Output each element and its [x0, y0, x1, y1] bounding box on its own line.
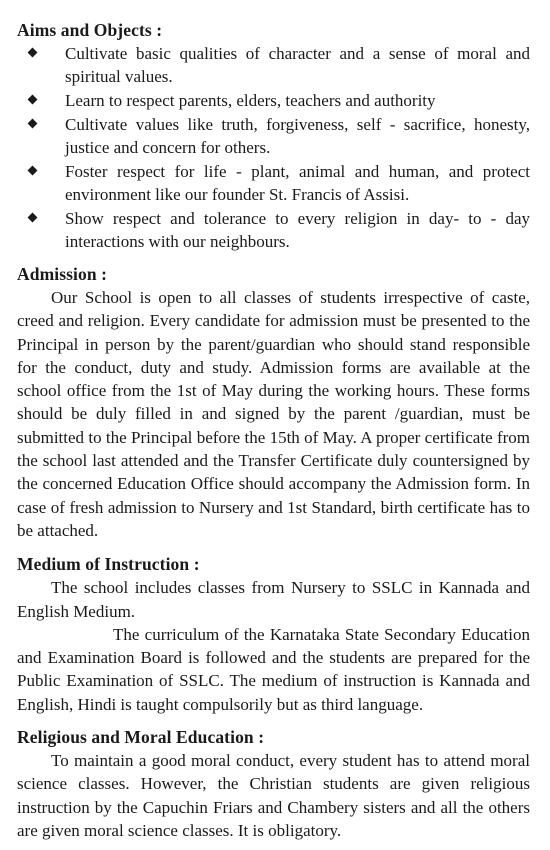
- aims-item-text: Learn to respect parents, elders, teachers and authority: [65, 91, 436, 110]
- diamond-bullet-icon: [28, 213, 38, 223]
- aims-section: [17, 18, 530, 253]
- aims-item-text: Foster respect for life - plant, animal and human, and protect environment like our founder St. Francis of Assisi.: [65, 162, 530, 204]
- diamond-bullet-icon: [28, 119, 38, 129]
- medium-section: [17, 552, 530, 716]
- medium-heading: Medium of Instruction :: [17, 554, 200, 575]
- medium-paragraph-2: The curriculum of the Karnataka State Secondary Education and Examination Board is followed and the students are prepared for the Public Examination of SSLC. The medium of instruction is Kannada and English, Hindi is taught compulsorily but as third language.: [17, 624, 530, 714]
- medium-paragraph-1: The school includes classes from Nursery to SSLC in Kannada and English Medium.: [17, 578, 530, 621]
- aims-list-item: [17, 207, 530, 253]
- admission-section: [17, 262, 530, 542]
- religious-heading: Religious and Moral Education :: [17, 727, 265, 748]
- diamond-bullet-icon: [28, 95, 38, 105]
- admission-heading: Admission :: [17, 264, 108, 284]
- aims-item-text: Cultivate basic qualities of character and a sense of moral and spiritual values.: [65, 44, 530, 86]
- aims-heading: Aims and Objects :: [17, 20, 163, 40]
- aims-list-item: [17, 160, 530, 206]
- diamond-bullet-icon: [28, 48, 38, 58]
- aims-item-text: Show respect and tolerance to every religion in day- to - day interactions with our neighbours.: [65, 209, 530, 251]
- religious-paragraph: To maintain a good moral conduct, every student has to attend moral science classes. However, the Christian students are given religious instruction by the Capuchin Friars and Chambery sisters and all the others are given moral science classes. It is obligatory.: [17, 751, 530, 840]
- aims-item-text: Cultivate values like truth, forgiveness, self - sacrifice, honesty, justice and concern for others.: [65, 115, 530, 157]
- aims-list-item: [17, 113, 530, 159]
- religious-section: [17, 725, 530, 842]
- admission-paragraph: Our School is open to all classes of students irrespective of caste, creed and religion. Every candidate for admission must be presented to the Principal in person by the parent/guardian who should stand responsible for the conduct, duty and study. Admission forms are available at the school office from the 1st of May during the working hours. These forms should be duly filled in and signed by the parent /guardian, must be submitted to the Principal before the 15th of May. A proper certificate from the school last attended and the Transfer Certificate duly countersigned by the concerned Education Office should accompany the Admission form. In case of fresh admission to Nursery and 1st Standard, birth certificate has to be attached.: [17, 288, 530, 540]
- diamond-bullet-icon: [28, 166, 38, 176]
- aims-list-item: [17, 89, 530, 112]
- aims-list-item: [17, 42, 530, 88]
- aims-list: [17, 42, 530, 253]
